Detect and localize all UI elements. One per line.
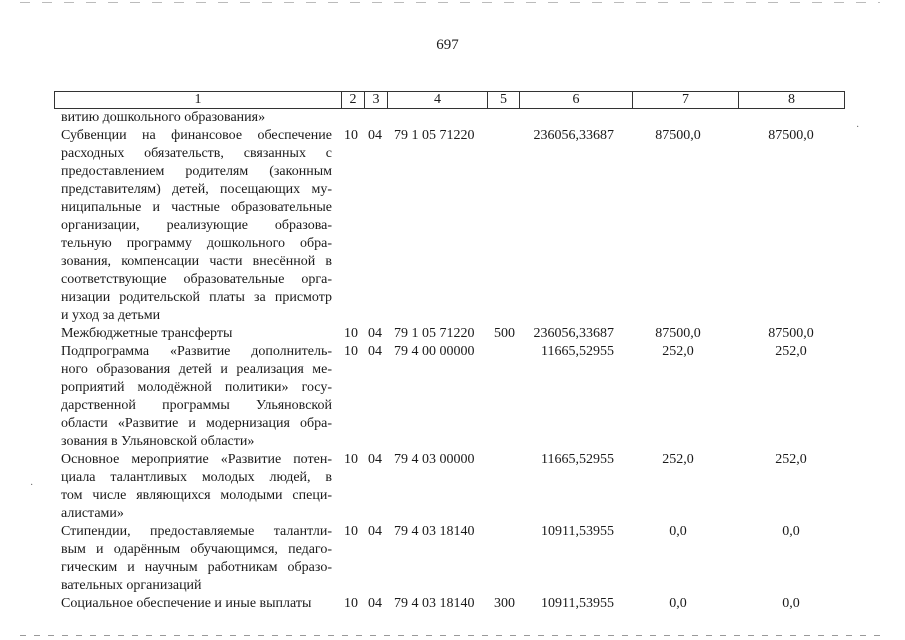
row-description bbox=[61, 595, 332, 613]
description-line: вательных организаций bbox=[61, 578, 202, 593]
budget-table-body bbox=[0, 109, 905, 613]
description-line: ниципальные и частные образовательные bbox=[61, 200, 332, 215]
description-line: том числе являющихся молодыми специ- bbox=[61, 488, 332, 503]
row-description bbox=[61, 127, 332, 325]
description-line: предоставлением родителям (законным bbox=[61, 164, 332, 179]
cell-col-4: 79 1 05 71220 bbox=[394, 128, 475, 143]
cell-col-4: 79 1 05 71220 bbox=[394, 326, 475, 341]
cell-col-3: 04 bbox=[368, 128, 382, 143]
cell-col-5: 300 bbox=[494, 596, 515, 611]
cell-col-3: 04 bbox=[368, 344, 382, 359]
scan-speck: · bbox=[856, 122, 860, 133]
description-line: Подпрограмма «Развитие дополнитель- bbox=[61, 344, 332, 359]
table-row bbox=[0, 325, 905, 343]
cell-col-4: 79 4 00 00000 bbox=[394, 344, 475, 359]
cell-col-8: 87500,0 bbox=[768, 128, 814, 143]
cell-col-8: 87500,0 bbox=[768, 326, 814, 341]
cell-col-2: 10 bbox=[344, 452, 358, 467]
cell-col-7: 0,0 bbox=[669, 524, 687, 539]
cell-col-2: 10 bbox=[344, 524, 358, 539]
cell-col-6: 10911,53955 bbox=[541, 596, 614, 611]
row-description bbox=[61, 451, 332, 523]
description-line: соответствующие образовательные орга- bbox=[61, 272, 332, 287]
cell-col-3: 04 bbox=[368, 452, 382, 467]
description-line: алистами» bbox=[61, 506, 124, 521]
column-header-7: 7 bbox=[633, 92, 739, 109]
cell-col-8: 252,0 bbox=[775, 344, 807, 359]
description-line: ного образования детей и реализация ме- bbox=[61, 362, 332, 377]
description-line: области «Развитие и модернизация обра- bbox=[61, 416, 332, 431]
cell-col-8: 0,0 bbox=[782, 596, 800, 611]
cell-col-8: 0,0 bbox=[782, 524, 800, 539]
cell-col-7: 87500,0 bbox=[655, 326, 701, 341]
column-header-5: 5 bbox=[488, 92, 520, 109]
row-description bbox=[61, 343, 332, 451]
cell-col-5: 500 bbox=[494, 326, 515, 341]
cell-col-2: 10 bbox=[344, 596, 358, 611]
cell-col-8: 252,0 bbox=[775, 452, 807, 467]
description-line: организации, реализующие образова- bbox=[61, 218, 332, 233]
column-header-table bbox=[54, 91, 845, 109]
column-header-3: 3 bbox=[365, 92, 388, 109]
row-description bbox=[61, 523, 332, 595]
column-header-1: 1 bbox=[55, 92, 342, 109]
description-line: зования в Ульяновской области» bbox=[61, 434, 255, 449]
description-line: вым и одарённым обучающимся, педаго- bbox=[61, 542, 332, 557]
row-description bbox=[61, 325, 332, 343]
cell-col-2: 10 bbox=[344, 326, 358, 341]
description-line: роприятий молодёжной политики» госу- bbox=[61, 380, 332, 395]
cell-col-2: 10 bbox=[344, 344, 358, 359]
description-line: зования, компенсации части внесённой в bbox=[61, 254, 332, 269]
column-header-2: 2 bbox=[342, 92, 365, 109]
scan-artifact-top bbox=[20, 2, 880, 3]
cell-col-4: 79 4 03 18140 bbox=[394, 524, 475, 539]
description-line: тельную программу дошкольного обра- bbox=[61, 236, 332, 251]
description-line: Субвенции на финансовое обеспечение bbox=[61, 128, 332, 143]
table-row bbox=[0, 343, 905, 451]
scan-artifact-bottom bbox=[20, 635, 880, 636]
cell-col-3: 04 bbox=[368, 596, 382, 611]
cell-col-7: 0,0 bbox=[669, 596, 687, 611]
cell-col-6: 10911,53955 bbox=[541, 524, 614, 539]
table-row bbox=[0, 523, 905, 595]
column-header-row bbox=[55, 92, 845, 109]
description-line: циала талантливых молодых людей, в bbox=[61, 470, 332, 485]
scan-speck: · bbox=[30, 480, 34, 491]
description-line: низации родительской платы за присмотр bbox=[61, 290, 332, 305]
description-line: Основное мероприятие «Развитие потен- bbox=[61, 452, 332, 467]
description-line: дарственной программы Ульяновской bbox=[61, 398, 332, 413]
description-line: Межбюджетные трансферты bbox=[61, 326, 233, 341]
column-header-6: 6 bbox=[520, 92, 633, 109]
cell-col-3: 04 bbox=[368, 524, 382, 539]
cell-col-6: 236056,33687 bbox=[533, 128, 614, 143]
cell-col-4: 79 4 03 18140 bbox=[394, 596, 475, 611]
page-number: 697 bbox=[436, 37, 459, 53]
cell-col-7: 87500,0 bbox=[655, 128, 701, 143]
cell-col-6: 236056,33687 bbox=[533, 326, 614, 341]
row-description bbox=[61, 109, 332, 127]
cell-col-3: 04 bbox=[368, 326, 382, 341]
description-line: Социальное обеспечение и иные выплаты bbox=[61, 596, 312, 611]
table-row bbox=[0, 451, 905, 523]
cell-col-6: 11665,52955 bbox=[541, 344, 614, 359]
table-row bbox=[0, 127, 905, 325]
table-row bbox=[0, 109, 905, 127]
description-line: расходных обязательств, связанных с bbox=[61, 146, 332, 161]
description-line: представителям) детей, посещающих му- bbox=[61, 182, 332, 197]
column-header-8: 8 bbox=[739, 92, 845, 109]
cell-col-4: 79 4 03 00000 bbox=[394, 452, 475, 467]
cell-col-7: 252,0 bbox=[662, 344, 694, 359]
cell-col-7: 252,0 bbox=[662, 452, 694, 467]
table-row bbox=[0, 595, 905, 613]
column-header-4: 4 bbox=[388, 92, 488, 109]
description-line: Стипендии, предоставляемые талантли- bbox=[61, 524, 332, 539]
description-line: и уход за детьми bbox=[61, 308, 161, 323]
cell-col-6: 11665,52955 bbox=[541, 452, 614, 467]
description-line: витию дошкольного образования» bbox=[61, 110, 266, 125]
cell-col-2: 10 bbox=[344, 128, 358, 143]
description-line: гическим и научным работникам образо- bbox=[61, 560, 332, 575]
